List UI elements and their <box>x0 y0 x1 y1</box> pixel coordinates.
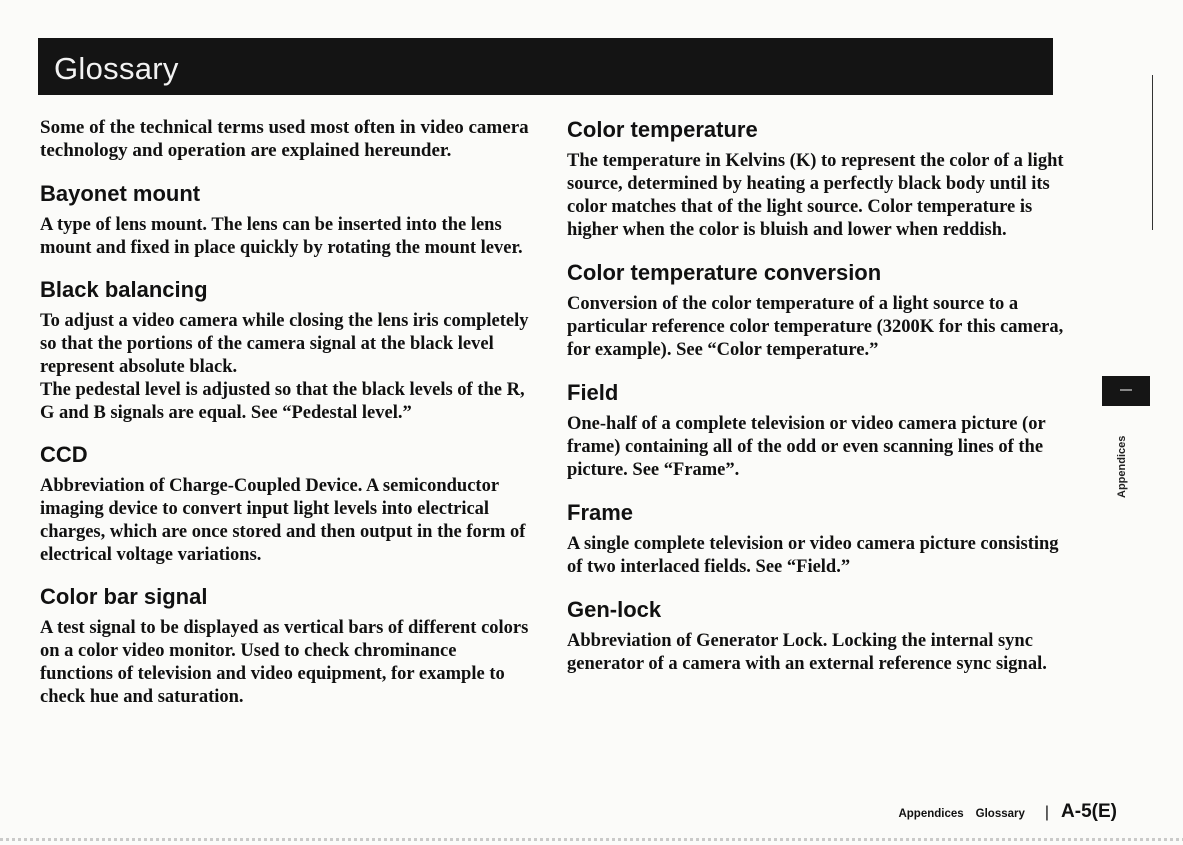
entry-term: Color bar signal <box>40 584 208 609</box>
glossary-entry <box>40 276 530 425</box>
glossary-entry <box>40 441 530 567</box>
entry-definition: A type of lens mount. The lens can be inserted into the lens mount and fixed in place quickly by rotating the mount lever. <box>40 215 523 258</box>
glossary-entry <box>40 583 530 709</box>
entry-definition: The temperature in Kelvins (K) to represent the color of a light source, determined by heating a perfectly black body until its color matches that of the light source. Color temperature is higher when the color is bluish and lower when reddish. <box>567 151 1064 240</box>
tab-mark <box>1120 389 1132 391</box>
header-bar <box>38 38 1053 95</box>
entry-term: CCD <box>40 442 88 467</box>
entry-definition: To adjust a video camera while closing the lens iris completely so that the portions of the camera signal at the black level represent absolute black. <box>40 311 529 377</box>
entry-definition: Conversion of the color temperature of a light source to a particular reference color temperature (3200K for this camera, for example). See “Color temperature.” <box>567 294 1064 360</box>
entry-term: Color temperature <box>567 117 758 142</box>
entry-definition: A single complete television or video camera picture consisting of two interlaced fields. See “Field.” <box>567 534 1059 577</box>
margin-rule <box>1152 75 1153 230</box>
section-tab-marker <box>1102 376 1150 406</box>
entry-term: Bayonet mount <box>40 181 201 206</box>
side-tab-label: Appendices <box>1116 435 1128 498</box>
bottom-edge-artifact <box>0 838 1183 841</box>
entry-definition-continued: The pedestal level is adjusted so that the black levels of the R, G and B signals are equal. See “Pedestal level.” <box>40 380 525 423</box>
entry-term: Gen-lock <box>567 597 662 622</box>
footer-chapter: Glossary <box>975 808 1025 820</box>
entry-definition: One-half of a complete television or video camera picture (or frame) containing all of the odd or even scanning lines of the picture. See “Frame”. <box>567 414 1046 480</box>
page-title: Glossary <box>54 51 179 86</box>
entry-term: Black balancing <box>40 277 208 302</box>
footer-separator: | <box>1044 804 1050 821</box>
glossary-entry <box>567 379 1067 482</box>
left-column <box>40 116 530 725</box>
page-number: A-5(E) <box>1061 801 1117 822</box>
entry-definition: Abbreviation of Generator Lock. Locking the internal sync generator of a camera with an external reference sync signal. <box>567 631 1047 674</box>
page-footer <box>898 801 1117 823</box>
footer-section: Appendices <box>898 808 964 820</box>
entry-term: Frame <box>567 500 634 525</box>
entry-term: Color temperature conversion <box>567 260 882 285</box>
entry-definition: Abbreviation of Charge-Coupled Device. A semiconductor imaging device to convert input light levels into electrical charges, which are once stored and then output in the form of electrical voltage variations. <box>40 476 526 565</box>
entry-term: Field <box>567 380 619 405</box>
intro-text: Some of the technical terms used most often in video camera technology and operation are explained hereunder. <box>40 117 529 161</box>
right-column <box>567 116 1067 693</box>
glossary-entry <box>567 499 1067 579</box>
glossary-entry <box>567 116 1067 242</box>
entry-definition: A test signal to be displayed as vertical bars of different colors on a color video monitor. Used to check chrominance functions of television and video equipment, for example to check hue and saturation. <box>40 618 529 707</box>
glossary-entry <box>567 596 1067 676</box>
glossary-entry <box>40 180 530 260</box>
glossary-entry <box>567 259 1067 362</box>
